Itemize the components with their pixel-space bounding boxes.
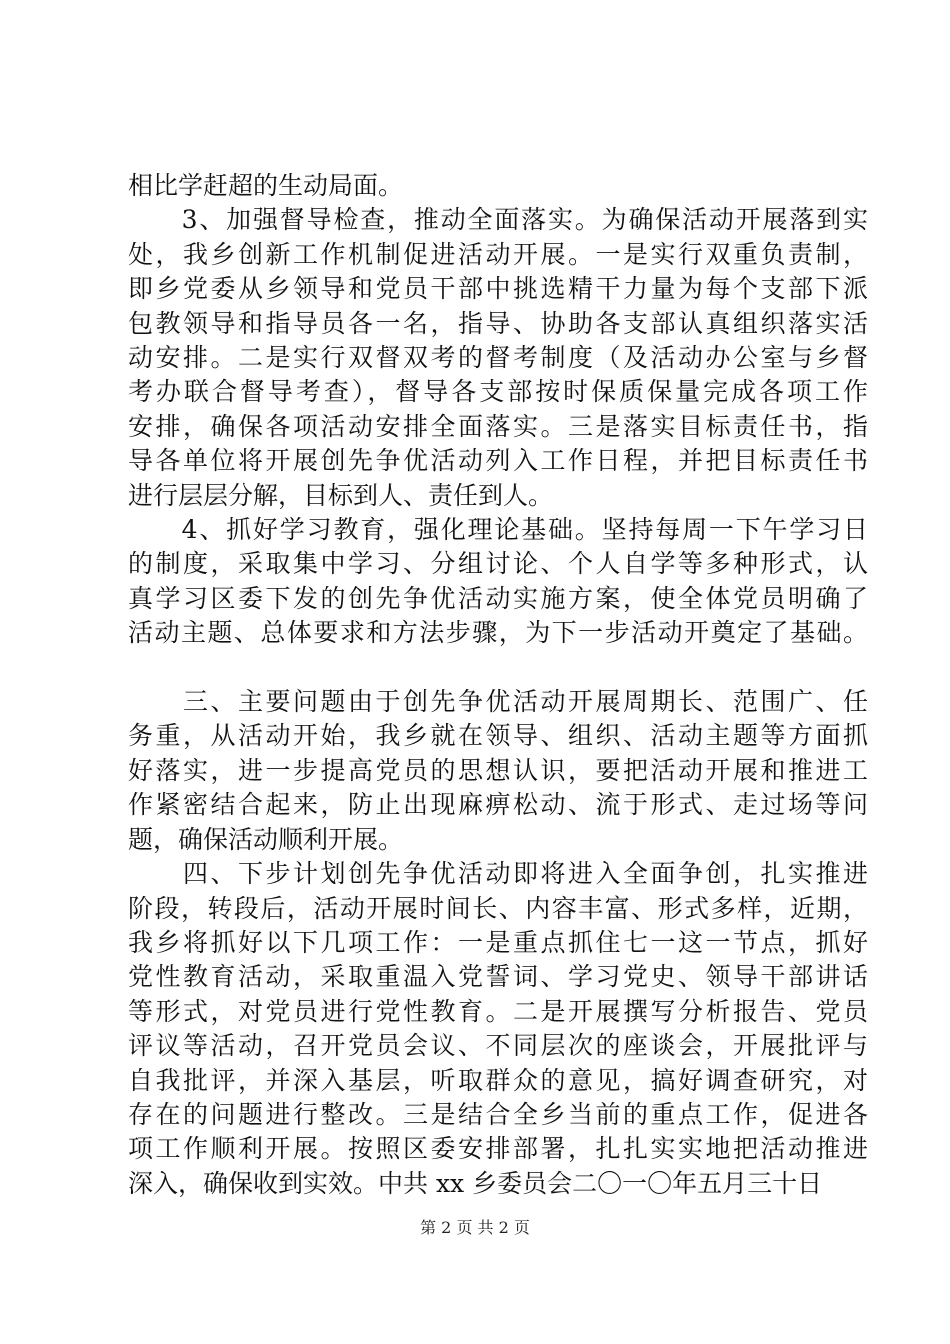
- paragraph-4: [128, 513, 868, 651]
- text-line: 评议等活动，召开党员会议、不同层次的座谈会，开展批评与: [128, 1031, 868, 1061]
- paragraph-3: [128, 203, 868, 513]
- section-3-main-problems: [128, 685, 868, 857]
- text-line: 好落实，进一步提高党员的思想认识，要把活动开展和推进工: [128, 755, 868, 785]
- text-line: 3、加强督导检查，推动全面落实。为确保活动开展落到实: [128, 205, 868, 235]
- text-line: 4、抓好学习教育，强化理论基础。坚持每周一下午学习日: [128, 515, 868, 545]
- text-line: 四、下步计划创先争优活动即将进入全面争创，扎实推进: [128, 859, 868, 889]
- text-line: 三、主要问题由于创先争优活动开展周期长、范围广、任: [128, 687, 868, 717]
- text-line: 包教领导和指导员各一名，指导、协助各支部认真组织落实活: [128, 308, 868, 338]
- text-line: 等形式，对党员进行党性教育。二是开展撰写分析报告、党员: [128, 996, 868, 1026]
- text-line: 动安排。二是实行双督双考的督考制度（及活动办公室与乡督: [128, 343, 868, 373]
- text-line: 自我批评，并深入基层，听取群众的意见，搞好调查研究，对: [128, 1065, 868, 1095]
- text-line: 即乡党委从乡领导和党员干部中挑选精干力量为每个支部下派: [128, 274, 868, 304]
- paragraph-intro-end: [128, 169, 868, 203]
- text-line: 作紧密结合起来，防止出现麻痹松动、流于形式、走过场等问: [128, 790, 868, 820]
- text-line: 存在的问题进行整改。三是结合全乡当前的重点工作，促进各: [128, 1099, 868, 1129]
- section-4-next-plan: [128, 857, 868, 1201]
- text-line: 阶段，转段后，活动开展时间长、内容丰富、形式多样，近期，: [128, 893, 868, 923]
- text-line: 党性教育活动，采取重温入党誓词、学习党史、领导干部讲话: [128, 962, 868, 992]
- text-line: 题，确保活动顺利开展。: [128, 824, 404, 854]
- text-line: 进行层层分解，目标到人、责任到人。: [128, 480, 554, 510]
- text-line: 项工作顺利开展。按照区委安排部署，扎扎实实地把活动推进: [128, 1134, 868, 1164]
- text-line: 务重，从活动开始，我乡就在领导、组织、活动主题等方面抓: [128, 721, 868, 751]
- paragraph-spacer: [128, 651, 868, 685]
- text-line: 导各单位将开展创先争优活动列入工作日程，并把目标责任书: [128, 446, 868, 476]
- page-number-footer: 第 2 页 共 2 页: [420, 1218, 530, 1237]
- text-line: 我乡将抓好以下几项工作：一是重点抓住七一这一节点，抓好: [128, 927, 868, 957]
- text-line: 相比学赶超的生动局面。: [128, 171, 404, 200]
- document-body: [128, 169, 868, 1201]
- text-line: 安排，确保各项活动安排全面落实。三是落实目标责任书，指: [128, 411, 868, 441]
- text-line: 的制度，采取集中学习、分组讨论、个人自学等多种形式，认: [128, 549, 868, 579]
- text-line: 深入，确保收到实效。中共 xx 乡委员会二〇一〇年五月三十日: [128, 1168, 823, 1198]
- text-line: 活动主题、总体要求和方法步骤，为下一步活动开奠定了基础。: [128, 618, 868, 648]
- text-line: 处，我乡创新工作机制促进活动开展。一是实行双重负责制，: [128, 239, 868, 269]
- text-line: 考办联合督导考查），督导各支部按时保质保量完成各项工作: [128, 377, 868, 407]
- text-line: 真学习区委下发的创先争优活动实施方案，使全体党员明确了: [128, 583, 868, 613]
